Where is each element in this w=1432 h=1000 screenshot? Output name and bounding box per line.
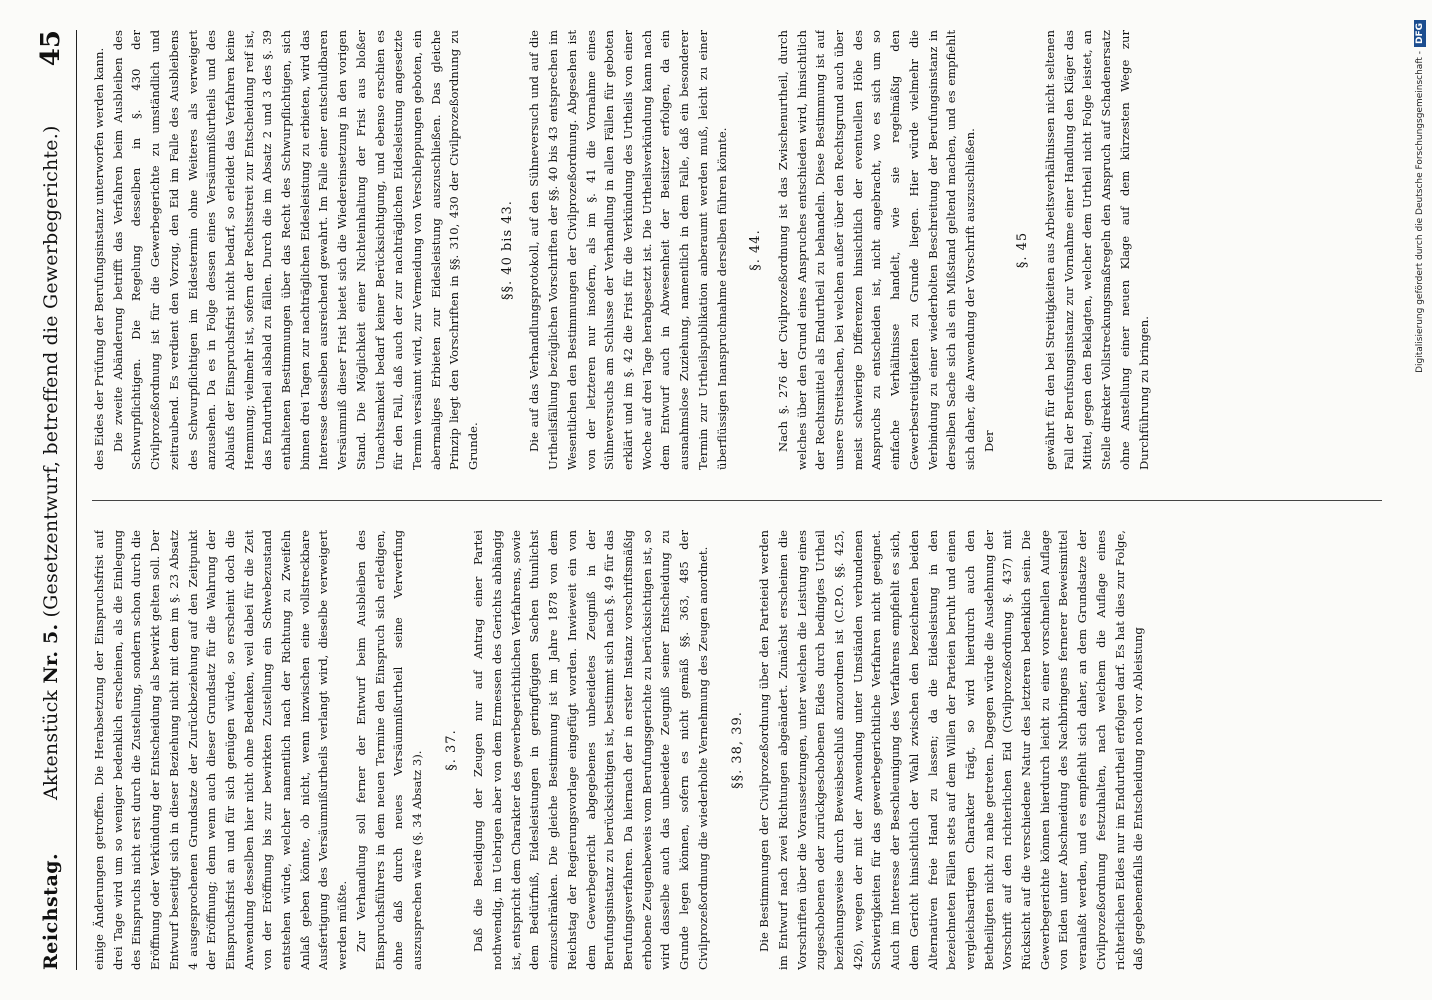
credit-text: Digitalisierung gefördert durch die Deutsche Forschungsgemeinschaft - xyxy=(1415,51,1425,373)
paragraph: Die Bestimmungen der Civilprozeßordnung über den Parteieid werden im Entwurf nach zwei Richtungen abgeändert. Zunächst erscheinen die Vorschriften über die Voraussetzungen, unter welchen die Leistung eines zugeschobenen oder zurückgeschobenen Eides durch bedingtes Urtheil beziehungsweise durch Beweisbeschluß anzuordnen ist (C.P.O. §§. 425, 426), wegen der mit der Anwendung unter Umständen verbundenen Schwierigkeiten für das gewerbegerichtliche Verfahren nicht geeignet. Auch im Interesse der Beschleunigung des Verfahrens empfiehlt es sich, dem Gericht hinsichtlich der Wahl zwischen den bezeichneten beiden Alternativen freie Hand zu lassen; da die Eidesleistung in den bezeichneten Fällen stets auf dem Willen der Parteien beruht und einen vergleichsartigen Charakter trägt, so wird hierdurch auch den Betheiligten nicht zu nahe getreten. Dagegen würde die Ausdehnung der Vorschrift auf den richterlichen Eid (Civilprozeßordnung §. 437) mit Rücksicht auf die verschiedene Natur des letzteren bedenklich sein. Die Gewerbegerichte können hierdurch leicht zu einer vorschnellen Auflage von Eiden unter Abschneidung des Nachbringens fernerer Beweismittel veranlaßt werden, und es empfiehlt sich daher, an dem Grundsatze der Civilprozeßordnung festzuhalten, nach welchem die Auflage eines richterlichen Eides nur im Endurtheil erfolgen darf. Es hat dies zur Folge, daß gegebenenfalls die Entscheidung noch vor Ableistung xyxy=(757,530,1146,970)
section-heading: §. 37. xyxy=(443,729,459,771)
section-heading: §. 45 xyxy=(1015,231,1031,269)
paragraph: gewährt für den bei Streitigkeiten aus Arbeitsverhältnissen nicht seltenen Fall der Berufsungsinstanz zur Vornahme einer Handlung den Kläger das Mittel, gegen den Beklagten, welcher dem Urtheil nicht Folge leistet, an Stelle direkter Vollstreckungsmaßregeln den Anspruch auf Schadenersatz ohne Anstellung einer neuen Klage auf dem kürzesten Wege zur Durchführung zu bringen. xyxy=(1043,30,1151,470)
column-divider xyxy=(92,500,1382,501)
header-number: Nr. 5. xyxy=(40,623,62,684)
section-heading: §. 44. xyxy=(748,229,764,271)
running-header xyxy=(36,30,77,970)
right-column xyxy=(90,30,1390,470)
digitization-credit xyxy=(1412,20,1428,980)
header-title xyxy=(40,125,62,800)
paragraph: Daß die Beeidigung der Zeugen nur auf Antrag einer Partei nothwendig, im Uebrigen aber von dem Ermessen des Gerichts abhängig ist, entspricht dem Charakter des gewerbegerichtlichen Verfahrens, sowie dem Bedürfniß, Eidesleistungen in geringfügigen Sachen thunlichst einzuschränken. Die gleiche Bestimmung ist im Jahre 1878 von dem Reichstag der Regierungsvorlage eingefügt worden. Inwieweit ein von dem Gewerbegericht abgegebenes unbeeidetes Zeugniß in der Berufungsinstanz zu berücksichtigen ist, bestimmt sich nach §. 49 für das Berufungsverfahren. Da hiernach der in erster Instanz vorschriftsmäßig erhobene Zeugenbeweis vom Berufungsgerichte zu berücksichtigen ist, so wird dasselbe auch das unbeeidete Zeugniß seiner Entscheidung zu Grunde legen können, sofern es nicht gemäß §§. 363, 485 der Civilprozeßordnung die wiederholte Vernehmung des Zeugen anordnet. xyxy=(471,530,710,970)
paragraph: einige Änderungen getroffen. Die Herabsetzung der Einspruchsfrist auf drei Tage wird um so weniger bedenklich erscheinen, als die Einlegung des Einspruchs nicht erst durch die Zustellung, sondern schon durch die Eröffnung oder Verkündung der Entscheidung als bewirkt gelten soll. Der Entwurf beseitigt sich in dieser Beziehung nicht mit dem im §. 23 Absatz 4 ausgesprochenen Grundsatze der Zurückbeziehung auf den Zeitpunkt der Eröffnung; denn wenn auch dieser Grundsatz für die Wahrung der Einspruchsfrist an und für sich genügen würde, so erscheint doch die Anwendung desselben hier nicht ohne Bedenken, weil dabei für die Zeit von der Eröffnung bis zur bewirkten Zustellung ein Schwebezustand entstehen würde, welcher namentlich nach der Richtung zu Zweifeln Anlaß geben könnte, ob nicht, wenn inzwischen eine vollstreckbare Ausfertigung des Versäumnißurtheils verlangt wird, dieselbe verweigert werden müßte. xyxy=(92,530,350,970)
paragraph: Zur Verhandlung soll ferner der Entwurf beim Ausbleiben des Einspruchsführers in dem neuen Termine den Einspruch sich erledigen, ohne daß durch neues Versäumnißurtheil seine Verwerfung auszusprechen wäre (§. 34 Absatz 3). xyxy=(353,530,424,970)
paragraph: Der xyxy=(981,430,996,452)
page-number: 45 xyxy=(36,30,66,67)
section-heading: §§. 38, 39. xyxy=(729,711,745,789)
section-heading: §§. 40 bis 43. xyxy=(499,200,515,300)
header-left: Reichstag. xyxy=(40,852,62,970)
dfg-logo: DFG xyxy=(1414,20,1426,47)
header-subject: (Gesetzentwurf, betreffend die Gewerbegerichte.) xyxy=(40,125,62,618)
paragraph: des Eides der Prüfung der Berufungsinstanz unterworfen werden kann. xyxy=(92,47,106,470)
paragraph: Nach §. 276 der Civilprozeßordnung ist das Zwischenurtheil, durch welches über den Grund eines Anspruches entschieden wird, hinsichtlich der Rechtsmittel als Endurtheil zu behandeln. Diese Bestimmung ist auf unsere Streitsachen, bei welchen außer über den Rechtsgrund auch über meist schwierige Differenzen hinsichtlich der eventuellen Höhe des Anspruchs zu entscheiden ist, nicht angebracht, wo es sich um so einfache Verhältnisse handelt, wie sie regelmäßig den Gewerbestreitigkeiten zu Grunde liegen. Hier würde vielmehr die Verbindung zu einer wiederholten Beschreitung der Berufungsinstanz in derselben Sache sich als ein Mißstand geltend machen, und es empfiehlt sich daher, die Anwendung der Vorschrift auszuschließen. xyxy=(775,30,977,470)
paragraph: Die zweite Abänderung betrifft das Verfahren beim Ausbleiben des Schwurpflichtigen. Die Regelung desselben in §. 430 der Civilprozeßordnung ist für die Gewerbegerichte zu umständlich und zeitraubend. Es verdient den Vorzug, den Eid im Falle des Ausbleibens des Schwurpflichtigen im Eidestermin ohne Weiteres als verweigert anzusehen. Da es in Folge dessen eines Versäumnißurtheils und des Ablaufs der Einspruchsfrist nicht bedarf, so erleidet das Verfahren keine Hemmung; vielmehr ist, sofern der Rechtsstreit zur Entscheidung reif ist, das Endurtheil alsbald zu fällen. Durch die im Absatz 2 und 3 des §. 39 enthaltenen Bestimmungen über das Recht des Schwurpflichtigen, sich binnen drei Tagen zur nachträglichen Eidesleistung zu erbieten, wird das Interesse desselben ausreichend gewahrt. Im Falle einer entschuldbaren Versäumniß dieser Frist bietet sich die Wiedereinsetzung in den vorigen Stand. Die Möglichkeit einer Nichteinhaltung der Frist aus bloßer Unachtsamkeit bedarf keiner Berücksichtigung, und ebenso erschien es für den Fall, daß auch der zur nachträglichen Eidesleistung angesetzte Termin versäumt wird, zur Vermeidung von Verschleppungen geboten, ein abermaliges Erbieten zur Eidesleistung auszuschließen. Das gleiche Prinzip liegt den Vorschriften in §§. 310, 430 der Civilprozeßordnung zu Grunde. xyxy=(110,30,481,470)
header-prefix: Aktenstück xyxy=(40,689,62,800)
paragraph: Die auf das Verhandlungsprotokoll, auf den Sühneversuch und auf die Urtheilsfällung bezüglichen Vorschriften der §§. 40 bis 43 entsprechen im Wesentlichen den Bestimmungen der Civilprozeßordnung. Abgesehen ist von der letzteren nur insofern, als im §. 41 die Vornahme eines Sühneversuchs am Schlusse der Verhandlung in allen Fällen für geboten erklärt und im §. 42 die Frist für die Verkündung des Urtheils von einer Woche auf drei Tage herabgesetzt ist. Die Urtheilsverkündung kann nach dem Entwurf auch in Abwesenheit der Beisitzer erfolgen, da ein ausnahmslose Zuziehung, namentlich in dem Falle, daß ein besonderer Termin zur Urtheilspublikation anberaumt werden muß, leicht zu einer überflüssigen Inanspruchnahme derselben führen könnte. xyxy=(527,30,729,470)
left-column xyxy=(90,530,1390,970)
